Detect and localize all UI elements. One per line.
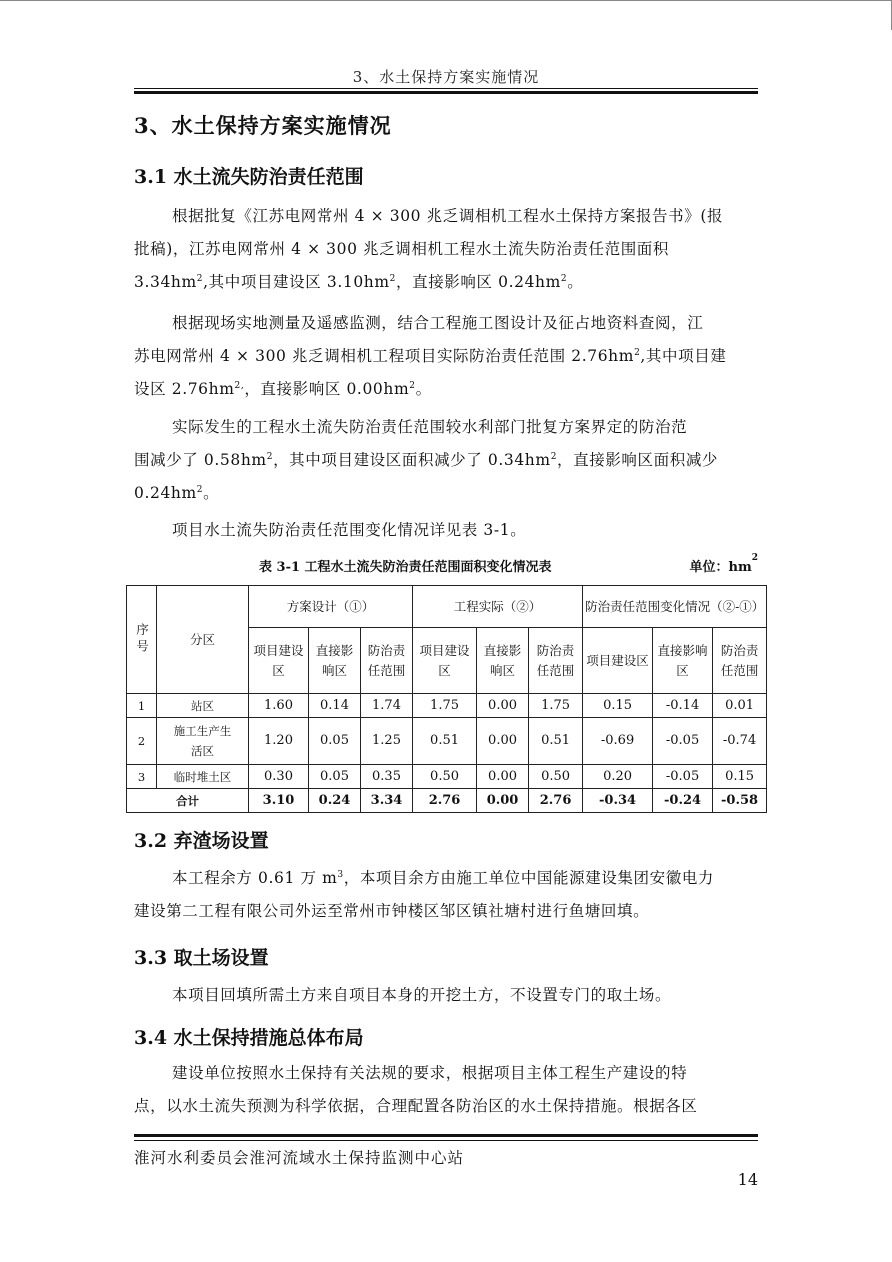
footer-rule-thick <box>134 1134 758 1137</box>
subheader: 直接影响区 <box>477 628 529 694</box>
text-line: 点，以水土流失预测为科学依据，合理配置各防治区的水土保持措施。根据各区 <box>134 1097 698 1115</box>
text-line: 本项目回填所需土方来自项目本身的开挖土方，不设置专门的取土场。 <box>172 986 672 1004</box>
header-rule-thin <box>134 88 758 89</box>
text-line: 实际发生的工程水土流失防治责任范围较水利部门批复方案界定的防治范 <box>172 418 688 436</box>
header-no: 序号 <box>127 586 157 694</box>
subheader: 防治责任范围 <box>713 628 767 694</box>
header-actual: 工程实际（②） <box>413 586 583 628</box>
text-line: 围减少了 $0.58hm^2$，其中项目建设区面积减少了 $0.34hm^2$，直接影响区面积减少 <box>134 451 719 469</box>
cell-value: 0.15 <box>713 765 767 789</box>
cell-value: 0.51 <box>529 718 583 765</box>
cell-value: 1.74 <box>361 694 413 718</box>
text-line: 建设单位按照水土保持有关法规的要求，根据项目主体工程生产建设的特 <box>172 1064 688 1082</box>
text-line: 建设第二工程有限公司外运至常州市钟楼区邹区镇社塘村进行鱼塘回填。 <box>134 902 650 920</box>
cell-value: 0.00 <box>477 718 529 765</box>
subheader: 防治责任范围 <box>529 628 583 694</box>
cell-total-label: 合计 <box>127 789 249 813</box>
heading-3-3: 3.3 取土场设置 <box>134 947 269 969</box>
heading-3-2: 3.2 弃渣场设置 <box>134 830 269 852</box>
table-row <box>127 694 767 718</box>
cell-no: 3 <box>127 765 157 789</box>
page-number: 14 <box>737 1170 758 1189</box>
paragraph-layout <box>134 1057 758 1123</box>
cell-value: 0.30 <box>249 765 309 789</box>
cell-value: 1.75 <box>413 694 477 718</box>
cell-total: 3.10 <box>249 789 309 813</box>
text-line: 批稿)，江苏电网常州 4 × 300 兆乏调相机工程水土流失防治责任范围面积 <box>134 240 669 258</box>
header-rule-thick <box>134 91 758 94</box>
cell-value: 0.00 <box>477 765 529 789</box>
text-line: 设区 $2.76hm^{2,}$，直接影响区 $0.00hm^2$。 <box>134 380 432 398</box>
subheader: 项目建设区 <box>583 628 653 694</box>
cell-value: 1.60 <box>249 694 309 718</box>
cell-value: 0.20 <box>583 765 653 789</box>
cell-total: -0.34 <box>583 789 653 813</box>
heading-3-1: 3.1 水土流失防治责任范围 <box>134 166 364 188</box>
cell-no: 2 <box>127 718 157 765</box>
subheader: 项目建设区 <box>413 628 477 694</box>
table-total-row <box>127 789 767 813</box>
paragraph-scope-change <box>134 411 758 510</box>
subheader: 项目建设区 <box>249 628 309 694</box>
cell-total: 2.76 <box>529 789 583 813</box>
table-title: 表 3-1 工程水土流失防治责任范围面积变化情况表 <box>259 560 552 575</box>
cell-total: 0.24 <box>309 789 361 813</box>
header-design: 方案设计（①） <box>249 586 413 628</box>
cell-total: 3.34 <box>361 789 413 813</box>
cell-no: 1 <box>127 694 157 718</box>
cell-zone: 临时堆土区 <box>157 765 249 789</box>
paragraph-table-ref <box>134 514 758 547</box>
text-line: $3.34hm^2$,其中项目建设区 $3.10hm^2$，直接影响区 $0.24hm^2$。 <box>134 273 584 291</box>
text-line: 本工程余方 0.61 万 $m^3$，本项目余方由施工单位中国能源建设集团安徽电力 <box>172 869 715 887</box>
cell-value: 0.00 <box>477 694 529 718</box>
cell-total: 0.00 <box>477 789 529 813</box>
text-line: 根据现场实地测量及遥感监测，结合工程施工图设计及征占地资料查阅，江 <box>172 314 704 332</box>
cell-total: -0.58 <box>713 789 767 813</box>
cell-value: 1.25 <box>361 718 413 765</box>
paragraph-borrow-site <box>134 979 758 1012</box>
text-line: 根据批复《江苏电网常州 4 × 300 兆乏调相机工程水土保持方案报告书》(报 <box>172 207 724 225</box>
header-change: 防治责任范围变化情况（②-①） <box>583 586 767 628</box>
cell-value: 1.75 <box>529 694 583 718</box>
subheader: 防治责任范围 <box>361 628 413 694</box>
footer-organization: 淮河水利委员会淮河流域水土保持监测中心站 <box>134 1149 465 1167</box>
cell-value: -0.74 <box>713 718 767 765</box>
cell-value: 0.14 <box>309 694 361 718</box>
scan-border <box>0 0 892 1</box>
responsibility-area-table <box>126 585 767 813</box>
cell-zone: 站区 <box>157 694 249 718</box>
cell-zone: 施工生产生活区 <box>157 718 249 765</box>
cell-value: -0.69 <box>583 718 653 765</box>
header-zone: 分区 <box>157 586 249 694</box>
cell-value: 0.35 <box>361 765 413 789</box>
cell-value: 0.05 <box>309 718 361 765</box>
heading-3-4: 3.4 水土保持措施总体布局 <box>134 1027 364 1049</box>
cell-value: 0.50 <box>529 765 583 789</box>
cell-total: -0.24 <box>653 789 713 813</box>
subheader: 直接影响区 <box>309 628 361 694</box>
cell-value: -0.05 <box>653 718 713 765</box>
cell-value: 0.50 <box>413 765 477 789</box>
running-header: 3、水土保持方案实施情况 <box>352 68 540 86</box>
table-row <box>127 718 767 765</box>
table-row <box>127 765 767 789</box>
cell-value: 0.51 <box>413 718 477 765</box>
cell-total: 2.76 <box>413 789 477 813</box>
section-title: 3、水土保持方案实施情况 <box>134 113 392 138</box>
text-line: 苏电网常州 4 × 300 兆乏调相机工程项目实际防治责任范围 $2.76hm^2$,其中项目建 <box>134 347 727 365</box>
text-line: $0.24hm^2$。 <box>134 484 220 502</box>
cell-value: -0.14 <box>653 694 713 718</box>
footer-rule-thin <box>134 1140 758 1141</box>
paragraph-approved-scope <box>134 200 758 299</box>
cell-value: 1.20 <box>249 718 309 765</box>
paragraph-spoil-site <box>134 862 758 928</box>
cell-value: -0.05 <box>653 765 713 789</box>
cell-value: 0.05 <box>309 765 361 789</box>
paragraph-actual-scope <box>134 307 758 406</box>
cell-value: 0.01 <box>713 694 767 718</box>
text-line: 项目水土流失防治责任范围变化情况详见表 3-1。 <box>172 521 527 539</box>
cell-value: 0.15 <box>583 694 653 718</box>
table-unit: 单位：$hm^2$ <box>689 553 758 575</box>
subheader: 直接影响区 <box>653 628 713 694</box>
